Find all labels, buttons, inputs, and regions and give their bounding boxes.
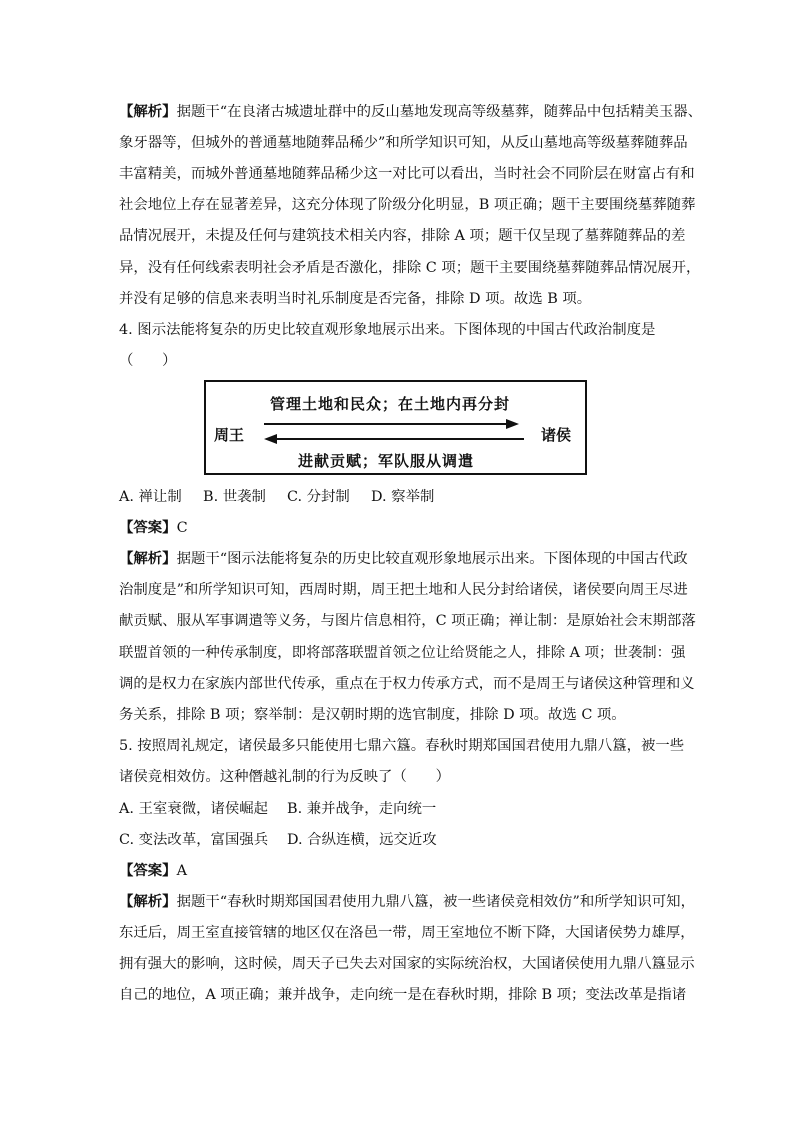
q4-stem-line-2: （ ） bbox=[119, 353, 177, 369]
q4-option-b: B. 世袭制 bbox=[203, 489, 266, 505]
q3-analysis-line-4: 社会地位上存在显著差异，这充分体现了阶级分化明显，B 项正确；题干主要围绕墓葬随葬 bbox=[119, 197, 696, 213]
q3-analysis-line-7: 并没有足够的信息来表明当时礼乐制度是否完备，排除 D 项。故选 B 项。 bbox=[119, 291, 592, 307]
q5-options-row-1 bbox=[119, 799, 694, 819]
q5-option-a: A. 王室衰微，诸侯崛起 bbox=[119, 801, 269, 817]
diagram-bottom-text: 进献贡赋；军队服从调遣 bbox=[298, 452, 475, 470]
q4-stem-line-1: 4. 图示法能将复杂的历史比较直观形象地展示出来。下图体现的中国古代政治制度是 bbox=[119, 322, 656, 338]
q4-answer bbox=[119, 518, 694, 538]
q5-option-b: B. 兼并战争，走向统一 bbox=[287, 801, 437, 817]
q5-option-d: D. 合纵连横，远交近攻 bbox=[287, 832, 437, 848]
q3-analysis-line-6: 异，没有任何线索表明社会矛盾是否激化，排除 C 项；题干主要围绕墓葬随葬品情况展开， bbox=[119, 260, 701, 276]
analysis-tag: 【解析】 bbox=[119, 550, 177, 567]
q3-analysis-line-2: 象牙器等，但城外的普通墓地随葬品稀少”和所学知识可知，从反山墓地高等级墓葬随葬品 bbox=[119, 135, 688, 151]
q4-answer-value: C bbox=[176, 520, 188, 536]
diagram-left-label: 周王 bbox=[214, 426, 245, 444]
answer-tag: 【答案】 bbox=[119, 862, 177, 879]
q4-analysis-line-1: 【解析】据题干“图示法能将复杂的历史比较直观形象地展示出来。下图体现的中国古代政 bbox=[119, 550, 688, 567]
q5-stem-line-1: 5. 按照周礼规定，诸侯最多只能使用七鼎六簋。春秋时期郑国国君使用九鼎八簋，被一些 bbox=[119, 738, 685, 754]
q3-analysis-line-3: 丰富精美，而城外普通墓地随葬品稀少这一对比可以看出，当时社会不同阶层在财富占有和 bbox=[119, 166, 695, 182]
diagram-top-text: 管理土地和民众；在土地内再分封 bbox=[270, 395, 511, 413]
q4-analysis-line-6: 务关系，排除 B 项；察举制：是汉朝时期的选官制度，排除 D 项。故选 C 项。 bbox=[119, 707, 626, 723]
analysis-tag: 【解析】 bbox=[119, 103, 177, 120]
q4-option-a: A. 禅让制 bbox=[119, 489, 182, 505]
q4-analysis-line-4: 联盟首领的一种传承制度，即将部落联盟首领之位让给贤能之人，排除 A 项；世袭制：强 bbox=[119, 645, 686, 661]
q5-answer-value: A bbox=[176, 863, 187, 879]
q4-analysis-line-5: 调的是权力在家族内部世代传承，重点在于权力传承方式，而不是周王与诸侯这种管理和义 bbox=[119, 676, 695, 692]
diagram-right-label: 诸侯 bbox=[541, 426, 572, 444]
q4-options bbox=[119, 487, 694, 507]
q5-analysis-line-3: 拥有强大的影响，这时候，周天子已失去对国家的实际统治权，大国诸侯使用九鼎八簋显示 bbox=[119, 956, 695, 972]
q5-analysis-line-2: 东迁后，周王室直接管辖的地区仅在洛邑一带，周王室地位不断下降，大国诸侯势力雄厚， bbox=[119, 925, 695, 941]
q5-analysis-line-4: 自己的地位，A 项正确；兼并战争，走向统一是在春秋时期，排除 B 项；变法改革是指诸 bbox=[119, 987, 687, 1003]
q5-options-row-2 bbox=[119, 830, 694, 850]
arrow-left-head bbox=[264, 434, 277, 444]
q4-analysis-line-3: 献贡赋、服从军事调遣等义务，与图片信息相符，C 项正确；禅让制：是原始社会末期部落 bbox=[119, 613, 696, 629]
q4-option-c: C. 分封制 bbox=[287, 489, 350, 505]
q4-analysis-line-2: 治制度是”和所学知识可知，西周时期，周王把土地和人民分封给诸侯，诸侯要向周王尽进 bbox=[119, 582, 688, 598]
q5-stem-line-2: 诸侯竞相效仿。这种僭越礼制的行为反映了（ ） bbox=[119, 769, 450, 785]
arrow-right-head bbox=[506, 419, 519, 429]
q4-option-d: D. 察举制 bbox=[371, 489, 435, 505]
q3-analysis-line-5: 品情况展开，未提及任何与建筑技术相关内容，排除 A 项；题干仅呈现了墓葬随葬品的差 bbox=[119, 228, 686, 244]
answer-tag: 【答案】 bbox=[119, 519, 177, 536]
q3-analysis-line-1: 【解析】据题干“在良渚古城遗址群中的反山墓地发现高等级墓葬，随葬品中包括精美玉器、 bbox=[119, 103, 703, 120]
q5-option-c: C. 变法改革，富国强兵 bbox=[119, 832, 269, 848]
q4-diagram bbox=[204, 380, 587, 475]
q5-answer bbox=[119, 861, 694, 881]
analysis-tag: 【解析】 bbox=[119, 893, 177, 910]
q5-analysis-line-1: 【解析】据题干“春秋时期郑国国君使用九鼎八簋，被一些诸侯竞相效仿”和所学知识可知， bbox=[119, 893, 695, 910]
